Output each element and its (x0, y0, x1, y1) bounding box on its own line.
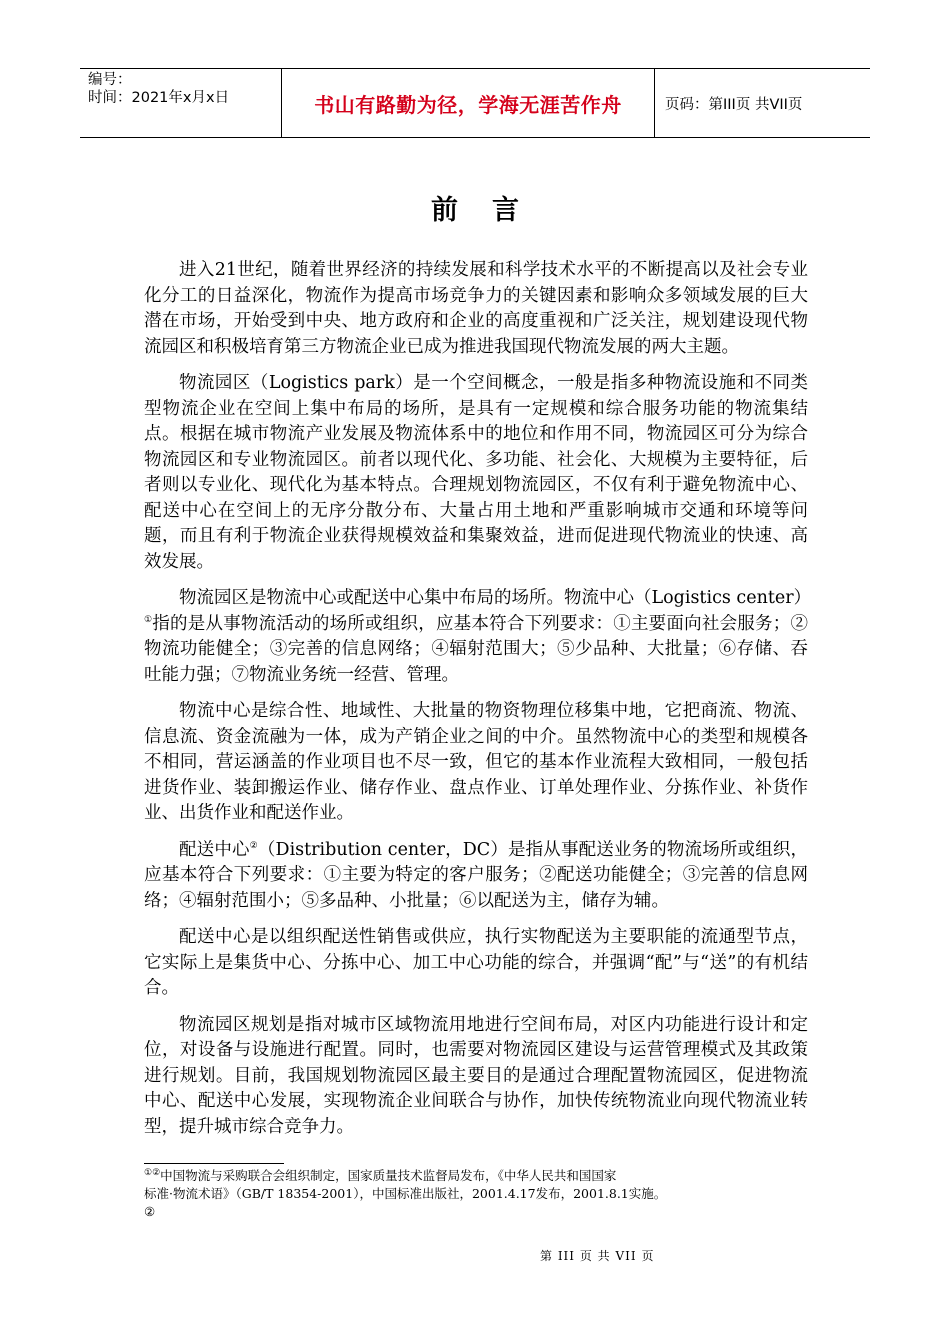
page-footer: 第 III 页 共 VII 页 (540, 1249, 655, 1263)
footnote-ref: ② (249, 840, 258, 851)
footnote-ref: ① (144, 614, 153, 625)
footnote-marks: ①② (144, 1167, 161, 1178)
document-time: 时间：2021年x月x日 (88, 90, 230, 106)
paragraph: 物流中心是综合性、地域性、大批量的物资物理位移集中地，它把商流、物流、信息流、资金流融为一体，成为产销企业之间的中介。虽然物流中心的类型和规模各不相同，营运涵盖的作业项目也不尽一致，但它的基本作业流程大致相同，一般包括进货作业、装卸搬运作业、储存作业、盘点作业、订单处理作业、分拣作业、补货作业、出货作业和配送作业。 (144, 701, 808, 823)
paragraph: 进入21世纪，随着世界经济的持续发展和科学技术水平的不断提高以及社会专业化分工的日益深化，物流作为提高市场竞争力的关键因素和影响众多领域发展的巨大潜在市场，开始受到中央、地方政府和企业的高度重视和广泛关注，规划建设现代物流园区和积极培育第三方物流企业已成为推进我国现代物流发展的两大主题。 (144, 260, 808, 357)
footnote-separator (144, 1163, 284, 1164)
header-motto: 书山有路勤为径，学海无涯苦作舟 (282, 69, 655, 137)
document-body (144, 258, 812, 1151)
paragraph: 配送中心是以组织配送性销售或供应，执行实物配送为主要职能的流通型节点，它实际上是集货中心、分拣中心、加工中心功能的综合，并强调“配”与“送”的有机结合。 (144, 927, 808, 998)
document-number-label: 编号： (88, 72, 132, 88)
header-meta (80, 69, 282, 137)
page-header (80, 68, 870, 138)
paragraph: 物流园区是物流中心或配送中心集中布局的场所。物流中心（Logistics center）①指的是从事物流活动的场所或组织，应基本符合下列要求：①主要面向社会服务；②物流功能健全；③完善的信息网络；④辐射范围大；⑤少品种、大批量；⑥存储、吞吐能力强；⑦物流业务统一经营、管理。 (144, 588, 812, 685)
footnote: ①②中国物流与采购联合会组织制定，国家质量技术监督局发布，《中华人民共和国国家 标准·物流术语》（GB/T 18354-2001），中国标准出版社，2001.4.17发布，2001.8.1实施。 ② (144, 1167, 667, 1219)
paragraph: 物流园区（Logistics park）是一个空间概念，一般是指多种物流设施和不同类型物流企业在空间上集中布局的场所，是具有一定规模和综合服务功能的物流集结点。根据在城市物流产业发展及物流体系中的地位和作用不同，物流园区可分为综合物流园区和专业物流园区。前者以现代化、多功能、社会化、大规模为主要特征，后者则以专业化、现代化为基本特点。合理规划物流园区，不仅有利于避免物流中心、配送中心在空间上的无序分散分布、大量占用土地和严重影响城市交通和环境等问题，而且有利于物流企业获得规模效益和集聚效益，进而促进现代物流业的快速、高效发展。 (144, 373, 808, 572)
header-page-code: 页码：第III页 共VII页 (665, 96, 803, 113)
paragraph: 物流园区规划是指对城市区域物流用地进行空间布局，对区内功能进行设计和定位，对设备与设施进行配置。同时，也需要对物流园区建设与运营管理模式及其政策进行规划。目前，我国规划物流园区最主要目的是通过合理配置物流园区，促进物流中心、配送中心发展，实现物流企业间联合与协作，加快传统物流业向现代物流业转型，提升城市综合竞争力。 (144, 1014, 808, 1137)
paragraph: 配送中心②（Distribution center，DC）是指从事配送业务的物流场所或组织，应基本符合下列要求：①主要为特定的客户服务；②配送功能健全；③完善的信息网络；④辐射范围小；⑤多品种、小批量；⑥以配送为主，储存为辅。 (144, 839, 809, 911)
page-title: 前言 (431, 195, 553, 226)
